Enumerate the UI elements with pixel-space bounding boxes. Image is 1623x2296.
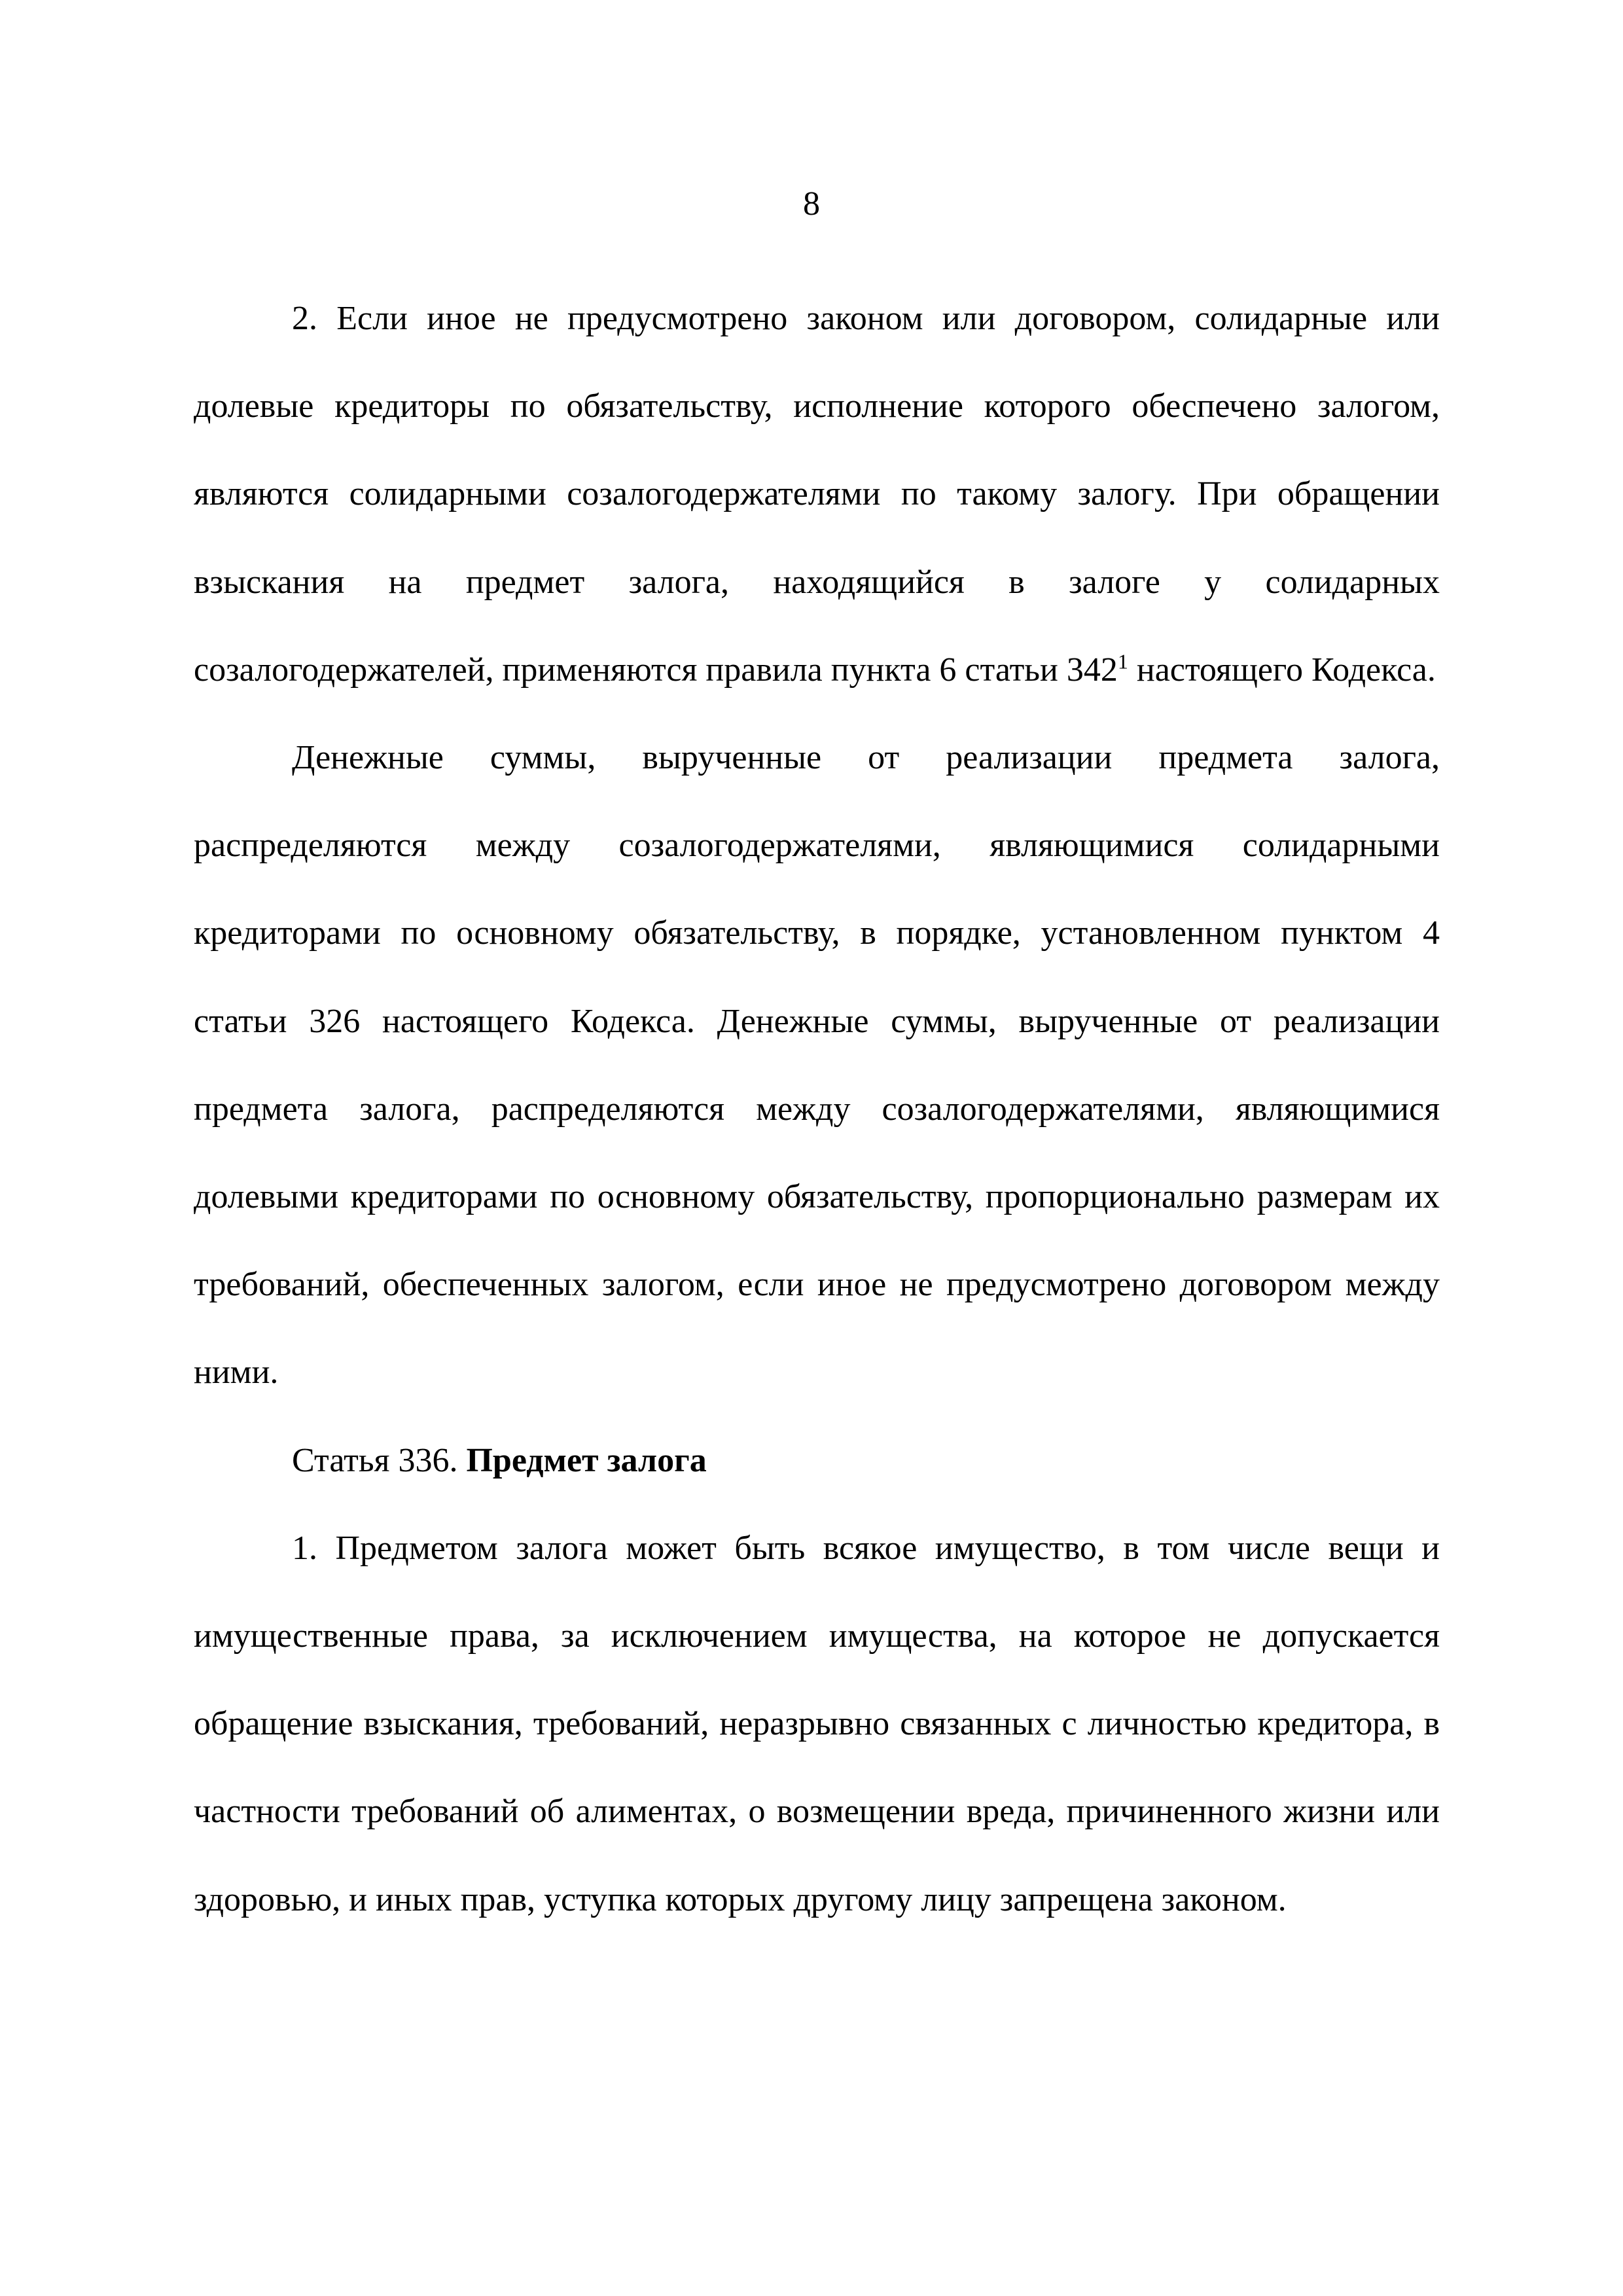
paragraph-money-distribution: Денежные суммы, вырученные от реализации предмета залога, распределяются между созалогодержателями, являющимися солидарными кредиторами по основному обязательству, в порядке, установленном пунктом 4 статьи 326 настоящего Кодекса. Денежные суммы, вырученные от реализации предмета залога, распределяются между созалогодержателями, являющимися долевыми кредиторами по основному обязательству, пропорционально размерам их требований, обеспеченных залогом, если иное не предусмотрено договором между ними.	[194, 739, 1440, 1391]
superscript-reference: 1	[1117, 649, 1128, 673]
document-body	[194, 275, 1440, 1944]
page-number: 8	[803, 185, 820, 223]
paragraph-text-end: настоящего Кодекса.	[1128, 651, 1436, 689]
article-title: Предмет залога	[466, 1441, 707, 1479]
article-heading	[194, 1417, 1440, 1505]
paragraph-solidary-creditors	[194, 275, 1440, 714]
paragraph-subject-of-pledge: 1. Предметом залога может быть всякое имущество, в том числе вещи и имущественные права, за исключением имущества, на которое не допускается обращение взыскания, требований, неразрывно связанных с личностью кредитора, в частности требований об алиментах, о возмещении вреда, причиненного жизни или здоровью, и иных прав, уступка которых другому лицу запрещена законом.	[194, 1529, 1440, 1918]
article-label: Статья 336.	[292, 1441, 467, 1479]
paragraph-text: 2. Если иное не предусмотрено законом или договором, солидарные или долевые кредиторы по обязательству, исполнение которого обеспечено залогом, являются солидарными созалогодержателями по такому залогу. При обращении взыскания на предмет залога, находящийся в залоге у солидарных созалогодержателей, применяются правила пункта 6 статьи 342	[194, 300, 1440, 689]
